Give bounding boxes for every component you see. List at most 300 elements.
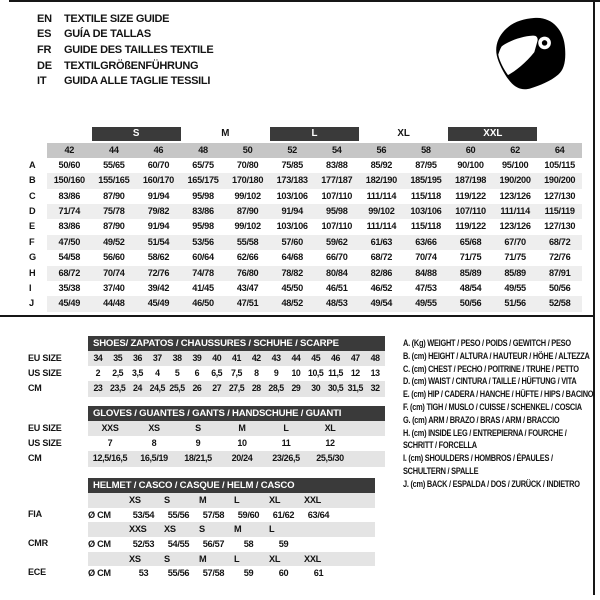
cell-A-62: 95/100 — [501, 159, 529, 170]
helmet-size-ece-0: XS — [129, 553, 141, 564]
cell-E-48: 95/98 — [192, 221, 214, 232]
helmet-cell-cmr-4: 59 — [278, 539, 289, 550]
cell-E-50: 99/102 — [234, 221, 261, 232]
shoes-cell-9: 9 — [273, 368, 279, 379]
cell-C-60: 119/122 — [455, 190, 486, 201]
gloves-row-cm — [88, 451, 385, 466]
shoes-cell-8: 28 — [251, 383, 261, 394]
helmet-cell-fia-2: 57/58 — [202, 509, 225, 520]
size-col-42: 42 — [47, 143, 92, 158]
helmet-value-row-fia — [88, 508, 375, 523]
shoes-cell-8: 8 — [254, 368, 259, 379]
helmet-size-ece-1: S — [164, 553, 170, 564]
helmet-size-cmr-4: L — [269, 524, 275, 535]
gloves-table-title-bar: GLOVES / GUANTES / GANTS / HANDSCHUHE / GUANTI — [88, 406, 385, 421]
legend-line-7: H. (cm) INSIDE LEG / ENTREPIERNA / FOURCHE / — [403, 427, 567, 438]
helmet-size-row-cmr — [88, 522, 375, 537]
helmet-label-spacer — [28, 492, 48, 507]
gloves-label-us-size: US SIZE — [28, 438, 62, 449]
size-group-s: S — [92, 127, 181, 141]
cell-C-64: 127/130 — [544, 190, 576, 201]
cell-J-44: 44/48 — [92, 296, 137, 311]
helmet-cell-fia-3: 59/60 — [237, 509, 260, 520]
size-col-62: 62 — [493, 143, 538, 158]
cell-A-54: 83/88 — [326, 159, 348, 170]
cell-J-62: 51/56 — [493, 296, 538, 311]
cell-E-44: 87/90 — [103, 221, 125, 232]
helmet-size-cmr-5 — [301, 522, 336, 537]
gloves-cell-0: XXS — [101, 423, 119, 433]
helmet-size-ece-2: M — [199, 553, 207, 564]
shoes-cell-13: 12 — [350, 368, 360, 379]
size-group-xl: XL — [397, 128, 410, 139]
cell-A-56: 85/92 — [370, 159, 393, 170]
top-border-line — [9, 0, 600, 2]
textile-row-J — [25, 296, 582, 311]
cell-B-58: 185/195 — [404, 173, 449, 188]
cell-D-64: 115/119 — [537, 204, 582, 219]
shoes-cell-14: 13 — [370, 368, 380, 379]
helmet-size-row-fia — [88, 493, 375, 508]
cell-G-56: 68/72 — [370, 252, 393, 263]
size-col-58: 58 — [404, 143, 449, 158]
size-col-54: 54 — [314, 143, 359, 158]
cell-J-64: 52/58 — [537, 296, 582, 311]
shoes-cell-12: 11,5 — [328, 368, 343, 379]
language-row — [37, 73, 213, 89]
textile-row-label: G — [29, 252, 36, 263]
cell-G-52: 64/68 — [281, 252, 303, 263]
cell-D-48: 83/86 — [181, 204, 226, 219]
language-code: IT — [37, 75, 47, 88]
textile-table-body — [25, 158, 582, 312]
helmet-size-cmr-3: M — [234, 524, 242, 535]
helmet-size-cmr-2: S — [199, 524, 205, 535]
cell-H-58: 84/88 — [404, 266, 449, 281]
shoes-cell-6: 27 — [212, 383, 222, 394]
helmet-cell-ece-5: 61 — [313, 568, 324, 579]
cell-E-60: 119/122 — [455, 221, 486, 232]
textile-row-E — [25, 219, 582, 234]
shoes-cell-14: 48 — [370, 353, 380, 363]
gloves-cell-3: 10 — [237, 438, 247, 449]
gloves-cell-4: 23/26,5 — [272, 453, 300, 464]
language-row — [37, 11, 213, 27]
helmet-standard-label-fia: FIA — [28, 508, 42, 519]
shoes-cell-6: 40 — [212, 353, 222, 363]
textile-row-label: E — [29, 221, 35, 232]
cell-D-50: 87/90 — [225, 204, 270, 219]
textile-row-label: H — [29, 267, 36, 278]
helmet-value-row-cmr — [88, 537, 375, 552]
cell-I-48: 41/45 — [192, 283, 214, 294]
cell-J-42: 45/49 — [47, 296, 92, 311]
textile-row-I — [25, 281, 582, 296]
size-group-xxl: XXL — [448, 127, 537, 141]
size-group-m: M — [221, 128, 230, 139]
helmet-size-cmr-1: XS — [164, 524, 176, 535]
helmet-size-fia-0: XS — [129, 495, 141, 505]
shoes-cell-11: 10,5 — [308, 368, 324, 379]
cell-F-52: 57/60 — [270, 235, 315, 250]
cell-I-46: 39/42 — [147, 283, 170, 294]
cell-B-42: 150/160 — [47, 173, 92, 188]
cell-C-42: 83/86 — [58, 190, 81, 201]
gloves-cell-2: 18/21,5 — [184, 453, 212, 464]
size-col-44: 44 — [92, 143, 137, 158]
helmet-size-fia-5: XXL — [304, 495, 321, 505]
helmet-row-labels — [28, 492, 48, 580]
size-col-46: 46 — [136, 143, 181, 158]
cell-C-48: 95/98 — [192, 190, 214, 201]
cell-D-60: 107/110 — [448, 204, 493, 219]
cell-E-42: 83/86 — [58, 221, 81, 232]
shoes-row-us-size — [88, 366, 385, 381]
shoes-cell-1: 23,5 — [110, 383, 126, 394]
size-col-52: 52 — [270, 143, 315, 158]
cell-J-54: 48/53 — [314, 296, 359, 311]
gloves-cell-4: 11 — [281, 438, 291, 449]
cell-A-52: 75/85 — [281, 159, 303, 170]
cell-C-50: 99/102 — [234, 190, 261, 201]
cell-A-60: 90/100 — [457, 159, 484, 170]
cell-G-50: 62/66 — [236, 252, 259, 263]
cell-E-46: 91/94 — [147, 221, 170, 232]
gloves-row-labels — [28, 421, 62, 467]
legend-line-1: B. (cm) HEIGHT / ALTURA / HAUTEUR / HÖHE / ALTEZZA — [403, 350, 590, 361]
cell-D-62: 111/114 — [493, 204, 538, 219]
size-col-56: 56 — [359, 143, 404, 158]
textile-row-F — [25, 235, 582, 250]
shoes-label-us-size: US SIZE — [28, 368, 62, 379]
cell-B-64: 190/200 — [537, 173, 582, 188]
cell-B-52: 173/183 — [270, 173, 315, 188]
size-number-row — [25, 143, 582, 158]
legend-line-3: D. (cm) WAIST / CINTURA / TAILLE / HÜFTUNG / VITA — [403, 376, 577, 387]
size-col-64: 64 — [537, 143, 582, 158]
shoes-label-eu-size: EU SIZE — [28, 353, 62, 363]
cell-I-64: 50/56 — [548, 283, 571, 294]
cell-D-44: 75/78 — [92, 204, 137, 219]
cell-I-52: 45/50 — [281, 283, 303, 294]
helmet-size-fia-4: XL — [269, 495, 281, 505]
cell-G-48: 60/64 — [192, 252, 214, 263]
textile-row-B — [25, 173, 582, 188]
helmet-size-spacer — [88, 522, 126, 537]
cell-G-60: 71/75 — [459, 252, 482, 263]
language-code: EN — [37, 12, 52, 25]
cell-A-44: 55/65 — [103, 159, 125, 170]
cell-H-44: 70/74 — [92, 266, 137, 281]
cell-F-56: 61/63 — [359, 235, 404, 250]
cell-D-46: 79/82 — [136, 204, 181, 219]
section-divider-line — [0, 315, 595, 317]
cell-I-58: 47/53 — [415, 283, 437, 294]
size-group-l: L — [270, 127, 359, 141]
cell-J-56: 49/54 — [359, 296, 404, 311]
language-row — [37, 58, 213, 74]
cell-D-54: 95/98 — [314, 204, 359, 219]
shoes-cell-5: 6 — [194, 368, 200, 379]
helmet-value-row-ece — [88, 566, 375, 581]
cell-I-50: 43/47 — [236, 283, 259, 294]
shoes-cell-3: 24,5 — [149, 383, 165, 394]
shoes-cell-7: 27,5 — [228, 383, 245, 394]
shoes-cell-14: 32 — [370, 383, 380, 394]
gloves-table — [88, 406, 385, 467]
helmet-size-fia-2: M — [199, 495, 207, 505]
gloves-cell-2: S — [195, 423, 201, 433]
textile-row-label: C — [29, 190, 36, 201]
shoes-cell-9: 28,5 — [268, 383, 284, 394]
size-col-60: 60 — [448, 143, 493, 158]
cell-C-58: 115/118 — [410, 190, 441, 201]
gloves-cell-5: XL — [324, 423, 336, 433]
cell-B-46: 160/170 — [136, 173, 181, 188]
shoes-cell-8: 42 — [251, 353, 261, 363]
textile-row-label: D — [29, 206, 36, 217]
textile-row-label: F — [29, 236, 35, 247]
textile-row-D — [25, 204, 582, 219]
cell-G-44: 56/60 — [103, 252, 125, 263]
gloves-cell-0: 7 — [107, 438, 113, 449]
cell-E-56: 111/114 — [366, 221, 397, 232]
cell-B-56: 182/190 — [359, 173, 404, 188]
helmet-size-fia-3: L — [234, 495, 240, 505]
row-label-spacer — [25, 143, 47, 158]
language-code: DE — [37, 59, 52, 72]
measurement-legend — [403, 337, 593, 491]
gloves-cell-4: L — [283, 423, 289, 433]
cell-J-50: 47/51 — [225, 296, 270, 311]
shoes-cell-0: 34 — [93, 353, 103, 363]
shoes-cell-13: 31,5 — [347, 383, 363, 394]
cell-F-62: 67/70 — [493, 235, 538, 250]
cell-F-50: 55/58 — [225, 235, 270, 250]
cell-H-46: 72/76 — [136, 266, 181, 281]
cell-I-42: 35/38 — [58, 283, 81, 294]
textile-row-label: I — [29, 283, 32, 294]
helmet-cell-ece-3: 59 — [243, 568, 254, 579]
shoes-cell-12: 30,5 — [327, 383, 344, 394]
gloves-cell-1: XS — [148, 423, 160, 433]
helmet-cell-cmr-2: 56/57 — [202, 539, 225, 550]
legend-line-8: SCHRITT / FORCELLA — [403, 440, 477, 451]
gloves-cell-2: 9 — [195, 438, 201, 449]
cell-B-50: 170/180 — [225, 173, 270, 188]
cell-F-44: 49/52 — [92, 235, 137, 250]
cell-A-42: 50/60 — [58, 159, 81, 170]
helmet-size-cmr-0: XXS — [129, 524, 147, 535]
shoes-cell-5: 26 — [192, 383, 202, 394]
cell-B-62: 190/200 — [493, 173, 538, 188]
textile-row-G — [25, 250, 582, 265]
cell-D-42: 71/74 — [47, 204, 92, 219]
cell-H-64: 87/91 — [537, 266, 582, 281]
helmet-cell-fia-0: 53/54 — [132, 509, 155, 520]
shoes-cell-4: 38 — [172, 353, 182, 363]
shoes-row-eu-size — [88, 351, 385, 366]
helmet-size-spacer — [88, 493, 126, 508]
shoes-cell-2: 36 — [133, 353, 142, 363]
helmet-cell-fia-4: 61/62 — [272, 509, 295, 520]
guide-title: TEXTILE SIZE GUIDE — [64, 12, 170, 25]
cell-A-50: 70/80 — [236, 159, 259, 170]
shoes-cell-4: 25,5 — [169, 383, 185, 394]
racing-helmet-icon — [489, 13, 567, 105]
cell-I-54: 46/51 — [326, 283, 348, 294]
cell-G-62: 71/75 — [504, 252, 526, 263]
cell-C-56: 111/114 — [366, 190, 397, 201]
shoes-cell-0: 23 — [93, 383, 103, 394]
cell-G-46: 58/62 — [147, 252, 170, 263]
helmet-cell-cmr-0: 52/53 — [132, 539, 155, 550]
cell-F-54: 59/62 — [314, 235, 359, 250]
helmet-cell-ece-4: 60 — [278, 568, 289, 579]
cell-E-62: 123/126 — [499, 221, 531, 232]
helmet-label-spacer — [28, 551, 48, 566]
language-header — [37, 11, 213, 89]
diameter-unit-label: Ø CM — [88, 568, 111, 579]
shoes-cell-7: 41 — [232, 353, 241, 363]
shoes-cell-3: 37 — [152, 353, 162, 363]
cell-F-48: 53/56 — [181, 235, 226, 250]
gloves-cell-1: 8 — [151, 438, 157, 449]
cell-J-46: 45/49 — [136, 296, 181, 311]
gloves-cell-0: 12,5/16,5 — [92, 453, 128, 464]
helmet-cell-ece-1: 55/56 — [167, 568, 190, 579]
gloves-cell-5: 12 — [325, 438, 335, 449]
cell-J-48: 46/50 — [181, 296, 226, 311]
cell-E-54: 107/110 — [321, 221, 353, 232]
helmet-size-ece-4: XL — [269, 553, 281, 564]
shoes-row-labels — [28, 351, 62, 397]
legend-line-4: E. (cm) HIP / CADERA / HANCHE / HÜFTE / HIPS / BACINO — [403, 389, 594, 400]
helmet-size-row-ece — [88, 552, 375, 567]
shoes-label-cm: CM — [28, 383, 42, 394]
size-col-48: 48 — [181, 143, 226, 158]
shoes-cell-10: 44 — [291, 353, 301, 363]
language-code: FR — [37, 43, 52, 56]
cell-E-64: 127/130 — [544, 221, 576, 232]
shoes-cell-1: 35 — [113, 353, 123, 363]
language-row — [37, 27, 213, 43]
gloves-label-cm: CM — [28, 453, 42, 464]
cell-H-52: 78/82 — [270, 266, 315, 281]
cell-C-62: 123/126 — [499, 190, 531, 201]
cell-E-58: 115/118 — [410, 221, 441, 232]
right-border-line — [593, 0, 595, 595]
cell-G-54: 66/70 — [326, 252, 348, 263]
size-col-50: 50 — [225, 143, 270, 158]
cell-C-52: 103/106 — [276, 190, 308, 201]
cell-B-44: 155/165 — [92, 173, 137, 188]
cell-H-50: 76/80 — [225, 266, 270, 281]
cell-I-60: 48/54 — [459, 283, 482, 294]
cell-A-48: 65/75 — [192, 159, 214, 170]
helmet-table-title-bar: HELMET / CASCO / CASQUE / HELM / CASCO — [88, 478, 375, 493]
cell-H-54: 80/84 — [314, 266, 359, 281]
cell-J-60: 50/56 — [448, 296, 493, 311]
legend-line-10: SCHULTERN / SPALLE — [403, 465, 479, 476]
shoes-cell-10: 29 — [291, 383, 301, 394]
textile-row-H — [25, 266, 582, 281]
cell-G-42: 54/58 — [58, 252, 81, 263]
textile-row-A — [25, 158, 582, 173]
shoes-cell-3: 4 — [155, 368, 160, 379]
cell-D-58: 103/106 — [404, 204, 449, 219]
shoes-table-title-bar: SHOES/ ZAPATOS / CHAUSSURES / SCHUHE / SCARPE — [88, 336, 385, 351]
cell-H-60: 85/89 — [448, 266, 493, 281]
legend-line-11: J. (cm) BACK / ESPALDA / DOS / ZURÜCK / INDIETRO — [403, 478, 580, 489]
language-row — [37, 42, 213, 58]
guide-title: TEXTILGRÖßENFÜHRUNG — [64, 59, 199, 72]
legend-line-2: C. (cm) CHEST / PECHO / POITRINE / TRUHE / PETTO — [403, 363, 579, 374]
helmet-standard-label-ece: ECE — [28, 567, 46, 578]
gloves-label-eu-size: EU SIZE — [28, 423, 62, 433]
helmet-size-spacer — [88, 552, 126, 567]
cell-F-46: 51/54 — [136, 235, 181, 250]
cell-J-58: 49/55 — [404, 296, 449, 311]
shoes-cell-2: 3,5 — [132, 368, 143, 379]
cell-A-58: 87/95 — [415, 159, 437, 170]
helmet-cell-cmr-5 — [301, 537, 336, 552]
helmet-cell-ece-0: 53 — [138, 568, 149, 579]
cell-G-58: 70/74 — [415, 252, 437, 263]
shoes-cell-4: 5 — [174, 368, 180, 379]
diameter-unit-label: Ø CM — [88, 539, 111, 550]
language-code: ES — [37, 28, 52, 41]
cell-F-42: 47/50 — [47, 235, 92, 250]
shoes-row-cm — [88, 381, 385, 396]
cell-D-56: 99/102 — [359, 204, 404, 219]
gloves-cell-5: 25,5/30 — [316, 453, 344, 464]
cell-H-48: 74/78 — [181, 266, 226, 281]
cell-B-48: 165/175 — [181, 173, 226, 188]
helmet-size-fia-1: S — [164, 495, 170, 505]
cell-B-60: 187/198 — [448, 173, 493, 188]
cell-D-52: 91/94 — [270, 204, 315, 219]
legend-line-5: F. (cm) TIGH / MUSLO / CUISSE / SCHENKEL / COSCIA — [403, 401, 582, 412]
cell-F-58: 63/66 — [404, 235, 449, 250]
shoes-cell-5: 39 — [192, 353, 202, 363]
shoes-cell-6: 6,5 — [211, 368, 223, 379]
cell-F-64: 68/72 — [537, 235, 582, 250]
gloves-cell-3: M — [238, 423, 246, 433]
textile-row-label: J — [29, 298, 34, 309]
guide-title: GUIDA ALLE TAGLIE TESSILI — [64, 75, 211, 88]
guide-title: GUÍA DE TALLAS — [64, 28, 151, 41]
gloves-cell-3: 20/24 — [231, 453, 253, 464]
helmet-standard-label-cmr: CMR — [28, 538, 48, 549]
cell-C-44: 87/90 — [103, 190, 125, 201]
legend-line-9: I. (cm) SHOULDERS / HOMBROS / ÉPAULES / — [403, 453, 553, 464]
cell-C-46: 91/94 — [147, 190, 170, 201]
diameter-unit-label: Ø CM — [88, 509, 111, 520]
cell-C-54: 107/110 — [321, 190, 353, 201]
size-group-header-row — [25, 127, 582, 142]
textile-row-label: A — [29, 159, 36, 170]
cell-G-64: 72/76 — [548, 252, 571, 263]
cell-A-46: 60/70 — [147, 159, 170, 170]
helmet-label-spacer — [28, 521, 48, 536]
cell-I-44: 37/40 — [103, 283, 125, 294]
legend-line-0: A. (Kg) WEIGHT / PESO / POIDS / GEWITCH / PESO — [403, 338, 571, 348]
cell-H-42: 68/72 — [47, 266, 92, 281]
helmet-cell-ece-2: 57/58 — [202, 568, 225, 579]
cell-I-62: 49/55 — [504, 283, 526, 294]
cell-B-54: 177/187 — [314, 173, 359, 188]
